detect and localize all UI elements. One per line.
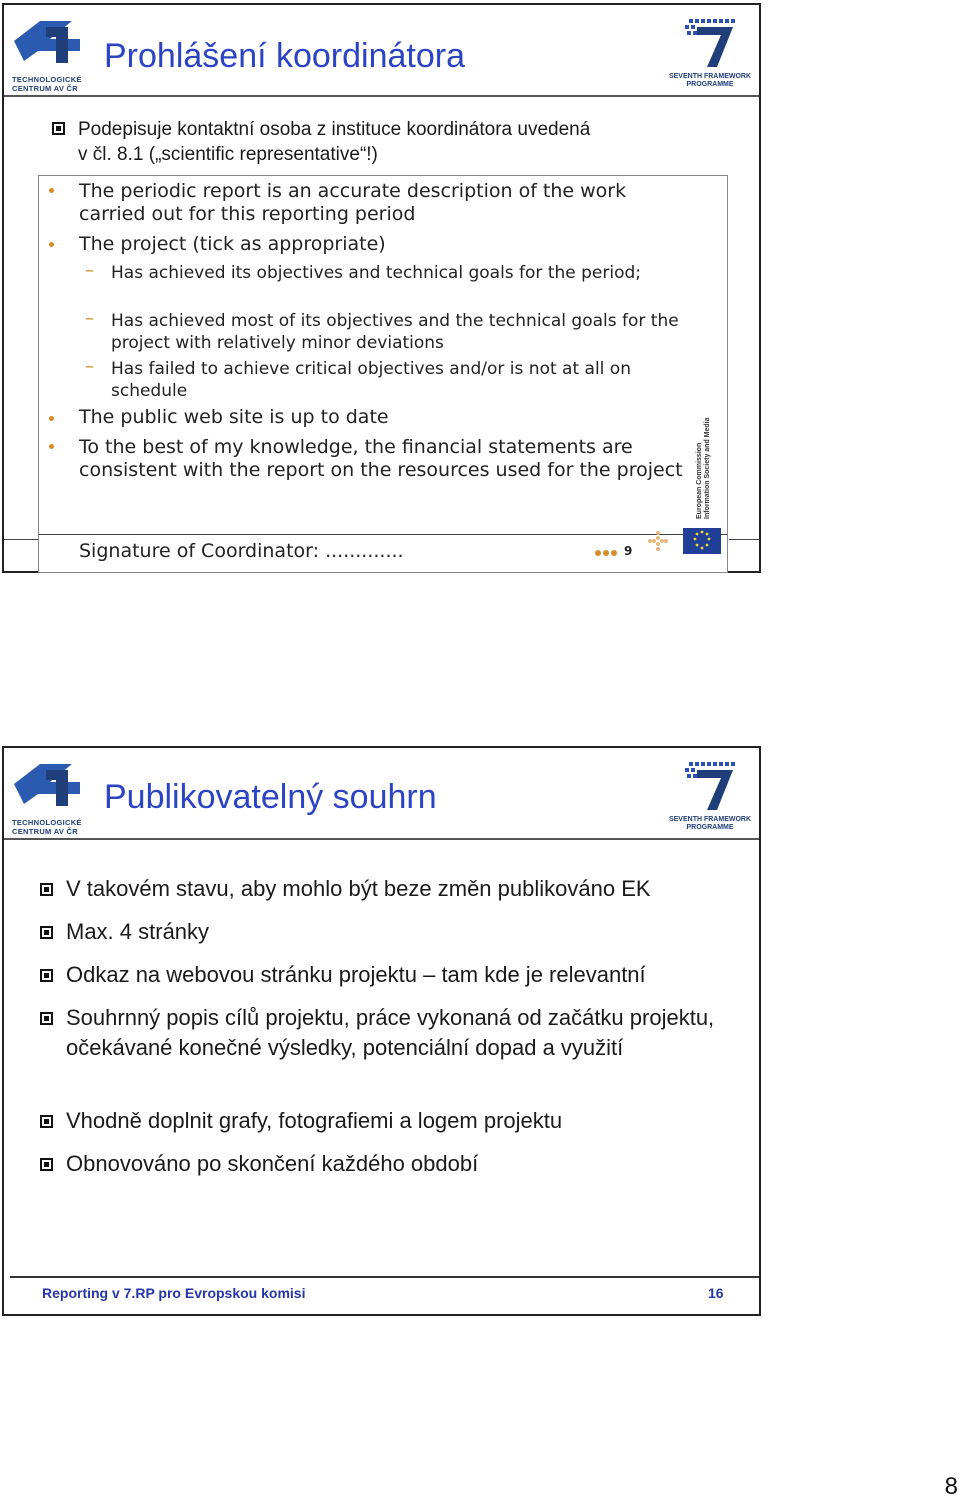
summary-item: Max. 4 stránky (66, 919, 210, 944)
slide-publishable-summary (2, 746, 761, 1316)
tc-avcr-logo (10, 754, 88, 838)
orange-bullet-icon (49, 416, 54, 421)
dash-bullet-icon: – (85, 356, 94, 377)
coordinator-note-line1: Podepisuje kontaktní osoba z instituce koordinátora uvedená (78, 119, 591, 140)
square-bullet-icon (40, 1012, 53, 1025)
fp7-caption-line2: PROGRAMME (686, 824, 734, 831)
embedded-page-number: 9 (624, 544, 633, 558)
coordinator-note (78, 117, 698, 167)
orange-dots-icon (595, 550, 621, 556)
orange-bullet-icon (49, 188, 54, 193)
declaration-item-project: The project (tick as appropriate) (79, 233, 386, 255)
square-bullet-icon (40, 969, 53, 982)
dash-bullet-icon: – (85, 308, 94, 329)
dash-bullet-icon: – (85, 260, 94, 281)
tc-avcr-logo (10, 11, 88, 95)
embedded-declaration-screenshot (38, 175, 728, 573)
eu-flag-icon (683, 528, 721, 554)
coordinator-note-line2: v čl. 8.1 („scientific representative“!) (78, 144, 378, 165)
summary-item: Vhodně doplnit grafy, fotografiemi a logem projektu (66, 1108, 563, 1133)
logo-caption-line1: TECHNOLOGICKÉ (12, 818, 82, 827)
square-bullet-icon (40, 1158, 53, 1171)
declaration-item-financial: To the best of my knowledge, the financial statements are consistent with the report on the resources used for the project (79, 436, 683, 481)
summary-item: Obnovováno po skončení každého období (66, 1151, 479, 1176)
slide-footer-rule-left (4, 539, 38, 540)
summary-item: V takovém stavu, aby mohlo být beze změn publikováno EK (66, 876, 651, 901)
ec-vertical-text: European Commission Information Society and Media (696, 417, 711, 519)
slide-title: Prohlášení koordinátora (104, 37, 466, 75)
declaration-sub-failed: Has failed to achieve critical objectives and/or is not at all on schedule (111, 359, 631, 401)
title-divider (4, 95, 759, 97)
square-bullet-icon (40, 883, 53, 896)
square-bullet-icon (40, 926, 53, 939)
fp7-logo (667, 15, 753, 91)
square-bullet-icon (52, 122, 65, 135)
fp7-caption-line1: SEVENTH FRAMEWORK (668, 816, 752, 823)
declaration-item-website: The public web site is up to date (79, 406, 389, 428)
logo-caption-line2: CENTRUM AV ČR (12, 84, 78, 93)
embedded-footer-rule (39, 534, 727, 535)
fp7-caption-line1: SEVENTH FRAMEWORK (668, 73, 752, 80)
declaration-sub-achieved: Has achieved its objectives and technical goals for the period; (111, 263, 642, 283)
slide-footer-rule-right (729, 539, 759, 540)
square-bullet-icon (40, 1115, 53, 1128)
logo-caption-line1: TECHNOLOGICKÉ (12, 75, 82, 84)
fp7-logo (667, 758, 753, 834)
signature-line: Signature of Coordinator: ............. (79, 540, 404, 562)
logo-caption-line2: CENTRUM AV ČR (12, 827, 78, 836)
footer-presentation-title: Reporting v 7.RP pro Evropskou komisi (42, 1285, 306, 1301)
cross-dots-icon (647, 530, 669, 552)
footer-slide-number: 16 (708, 1285, 724, 1301)
orange-bullet-icon (49, 444, 54, 449)
summary-item: Odkaz na webovou stránku projektu – tam kde je relevantní (66, 962, 646, 987)
orange-bullet-icon (49, 242, 54, 247)
slide-coordinator-declaration (2, 3, 761, 573)
page-number: 8 (944, 1473, 958, 1500)
fp7-caption-line2: PROGRAMME (686, 81, 734, 88)
footer-divider (10, 1276, 759, 1278)
summary-item: Souhrnný popis cílů projektu, práce vykonaná od začátku projektu, očekávané konečné výsledky, potenciální dopad a využití (66, 1005, 715, 1060)
declaration-sub-most: Has achieved most of its objectives and the technical goals for the project with relatively minor deviations (111, 311, 679, 353)
ec-vertical-label (689, 416, 715, 526)
slide-title: Publikovatelný souhrn (104, 778, 437, 816)
title-divider (4, 838, 759, 840)
declaration-item-report: The periodic report is an accurate description of the work carried out for this reporting period (79, 180, 627, 225)
